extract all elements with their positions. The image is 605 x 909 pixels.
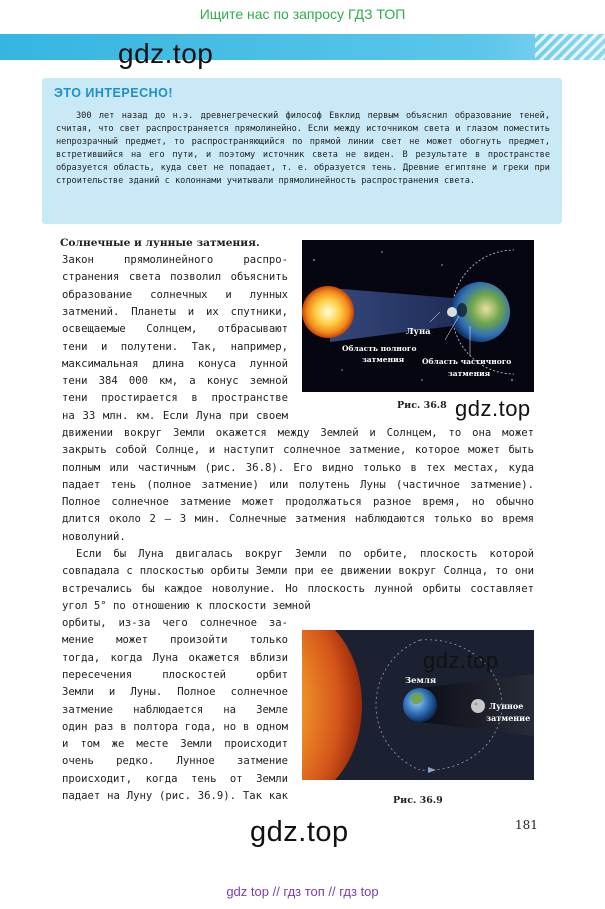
- text-line: максимальная длина конуса лунной: [62, 357, 288, 370]
- watermark: gdz.top: [423, 648, 499, 673]
- label-full-2: затмения: [362, 355, 405, 364]
- label-partial-2: затмения: [448, 369, 491, 378]
- moon: [447, 307, 457, 317]
- text-line: тени 384 000 км, а конус земной: [62, 375, 288, 388]
- text-line: Закон прямолинейного распро-: [62, 254, 288, 266]
- moon: [471, 699, 485, 713]
- figure-1-caption: Рис. 36.8: [397, 400, 447, 411]
- paragraph-1-wide: движении вокруг Земли окажется между Землей и Солнцем, то она может закрыть собой Солнце, и наступит солнечное затмение, которое может быть полным или частичным (рис. 36.8). Его видно только в тех местах, куда падает тень (полное затмение) или полутень Луны (частичное затмение). Полное солнечное затмение может продолжаться разное время, но обычно длится около 2 — 3 мин. Солнечные затмения наблюдаются только во время новолуний.: [62, 427, 534, 543]
- text-line: тени и полутени. Так, например,: [62, 340, 288, 353]
- label-partial-1: Область частичного: [422, 357, 512, 366]
- figure-lunar-eclipse: [302, 630, 534, 780]
- label-moon: Луна: [406, 327, 431, 337]
- figure-2-caption: Рис. 36.9: [393, 795, 443, 806]
- text-line: пересечения плоскостей орбит: [62, 668, 288, 681]
- text-line: и том же месте Земли происходит: [62, 738, 288, 751]
- text-line: на 33 млн. км. Если Луна при своем: [62, 409, 288, 422]
- text-line: один раз в полтора года, но в одном: [62, 720, 288, 733]
- figure-solar-eclipse: [302, 240, 534, 392]
- watermark: gdz.top: [250, 816, 349, 848]
- text-line: происходит, когда тень от Земли: [62, 772, 288, 785]
- paragraph-2-wide: Если бы Луна двигалась вокруг Земли по орбите, плоскость которой совпадала с плоскостью орбиты Земли при ее движении вокруг Солнца, то они встречались бы каждое новолуние. Но плоскость лунной орбиты составляет угол 5° по отношению к плоскости земной: [62, 548, 534, 612]
- text-line: освещаемые Солнцем, отбрасывают: [62, 323, 288, 336]
- text-line: затмений. Планеты и их спутники,: [62, 305, 288, 318]
- label-earth: Земля: [405, 676, 437, 686]
- page-number: 181: [515, 818, 538, 832]
- text-line: очень редко. Лунное затмение: [62, 755, 288, 768]
- paragraph-heading: Солнечные и лунные затмения.: [60, 237, 260, 249]
- text-line: орбиты, из-за чего солнечное за-: [62, 617, 288, 629]
- label-lunar-2: затмение: [486, 713, 531, 723]
- text-line: образование солнечных и лунных: [62, 288, 288, 301]
- interesting-fact-box: [42, 78, 562, 224]
- header-stripes-decoration: [535, 34, 605, 60]
- lunar-eclipse-illustration: [302, 630, 534, 780]
- watermark: gdz.top: [118, 38, 214, 69]
- footer-links[interactable]: gdz top // гдз топ // гдз top: [226, 884, 379, 899]
- text-line: затмение наблюдается на Земле: [62, 703, 288, 716]
- text-line: Земли и Луны. Полное солнечное: [62, 686, 288, 699]
- text-line: тени простирается в пространстве: [62, 392, 288, 405]
- solar-eclipse-illustration: [302, 240, 534, 392]
- shadow-spot: [457, 303, 467, 317]
- info-box-title: ЭТО ИНТЕРЕСНО!: [54, 86, 174, 100]
- sun: [302, 286, 354, 338]
- label-lunar-1: Лунное: [489, 701, 524, 711]
- top-search-link[interactable]: Ищите нас по запросу ГДЗ ТОП: [199, 6, 406, 22]
- section-header-bar: [0, 34, 605, 60]
- watermark: gdz.top: [455, 396, 531, 421]
- text-line: мение может произойти только: [62, 634, 288, 647]
- info-box-text: 300 лет назад до н.э. древнегреческий философ Евклид первым объяснил образование теней, считая, что свет распространяется прямолинейно. Если между источником света и глазом поместить непрозрачный предмет, то распространяющийся по прямой линии свет не может обогнуть предмет, встретившийся на его пути, и поэтому источник света не виден. В результате в пространстве образуется область, куда свет не попадает, т. е. образуется тень. Древние египтяне и греки при строительстве зданий с колоннами учитывали прямолинейность распространения света.: [56, 111, 550, 187]
- text-line: странения света позволил объяснить: [62, 271, 288, 284]
- text-line: падает на Луну (рис. 36.9). Так как: [62, 790, 288, 802]
- label-full-1: Область полного: [342, 344, 417, 353]
- text-line: тогда, когда Луна окажется вблизи: [62, 651, 288, 664]
